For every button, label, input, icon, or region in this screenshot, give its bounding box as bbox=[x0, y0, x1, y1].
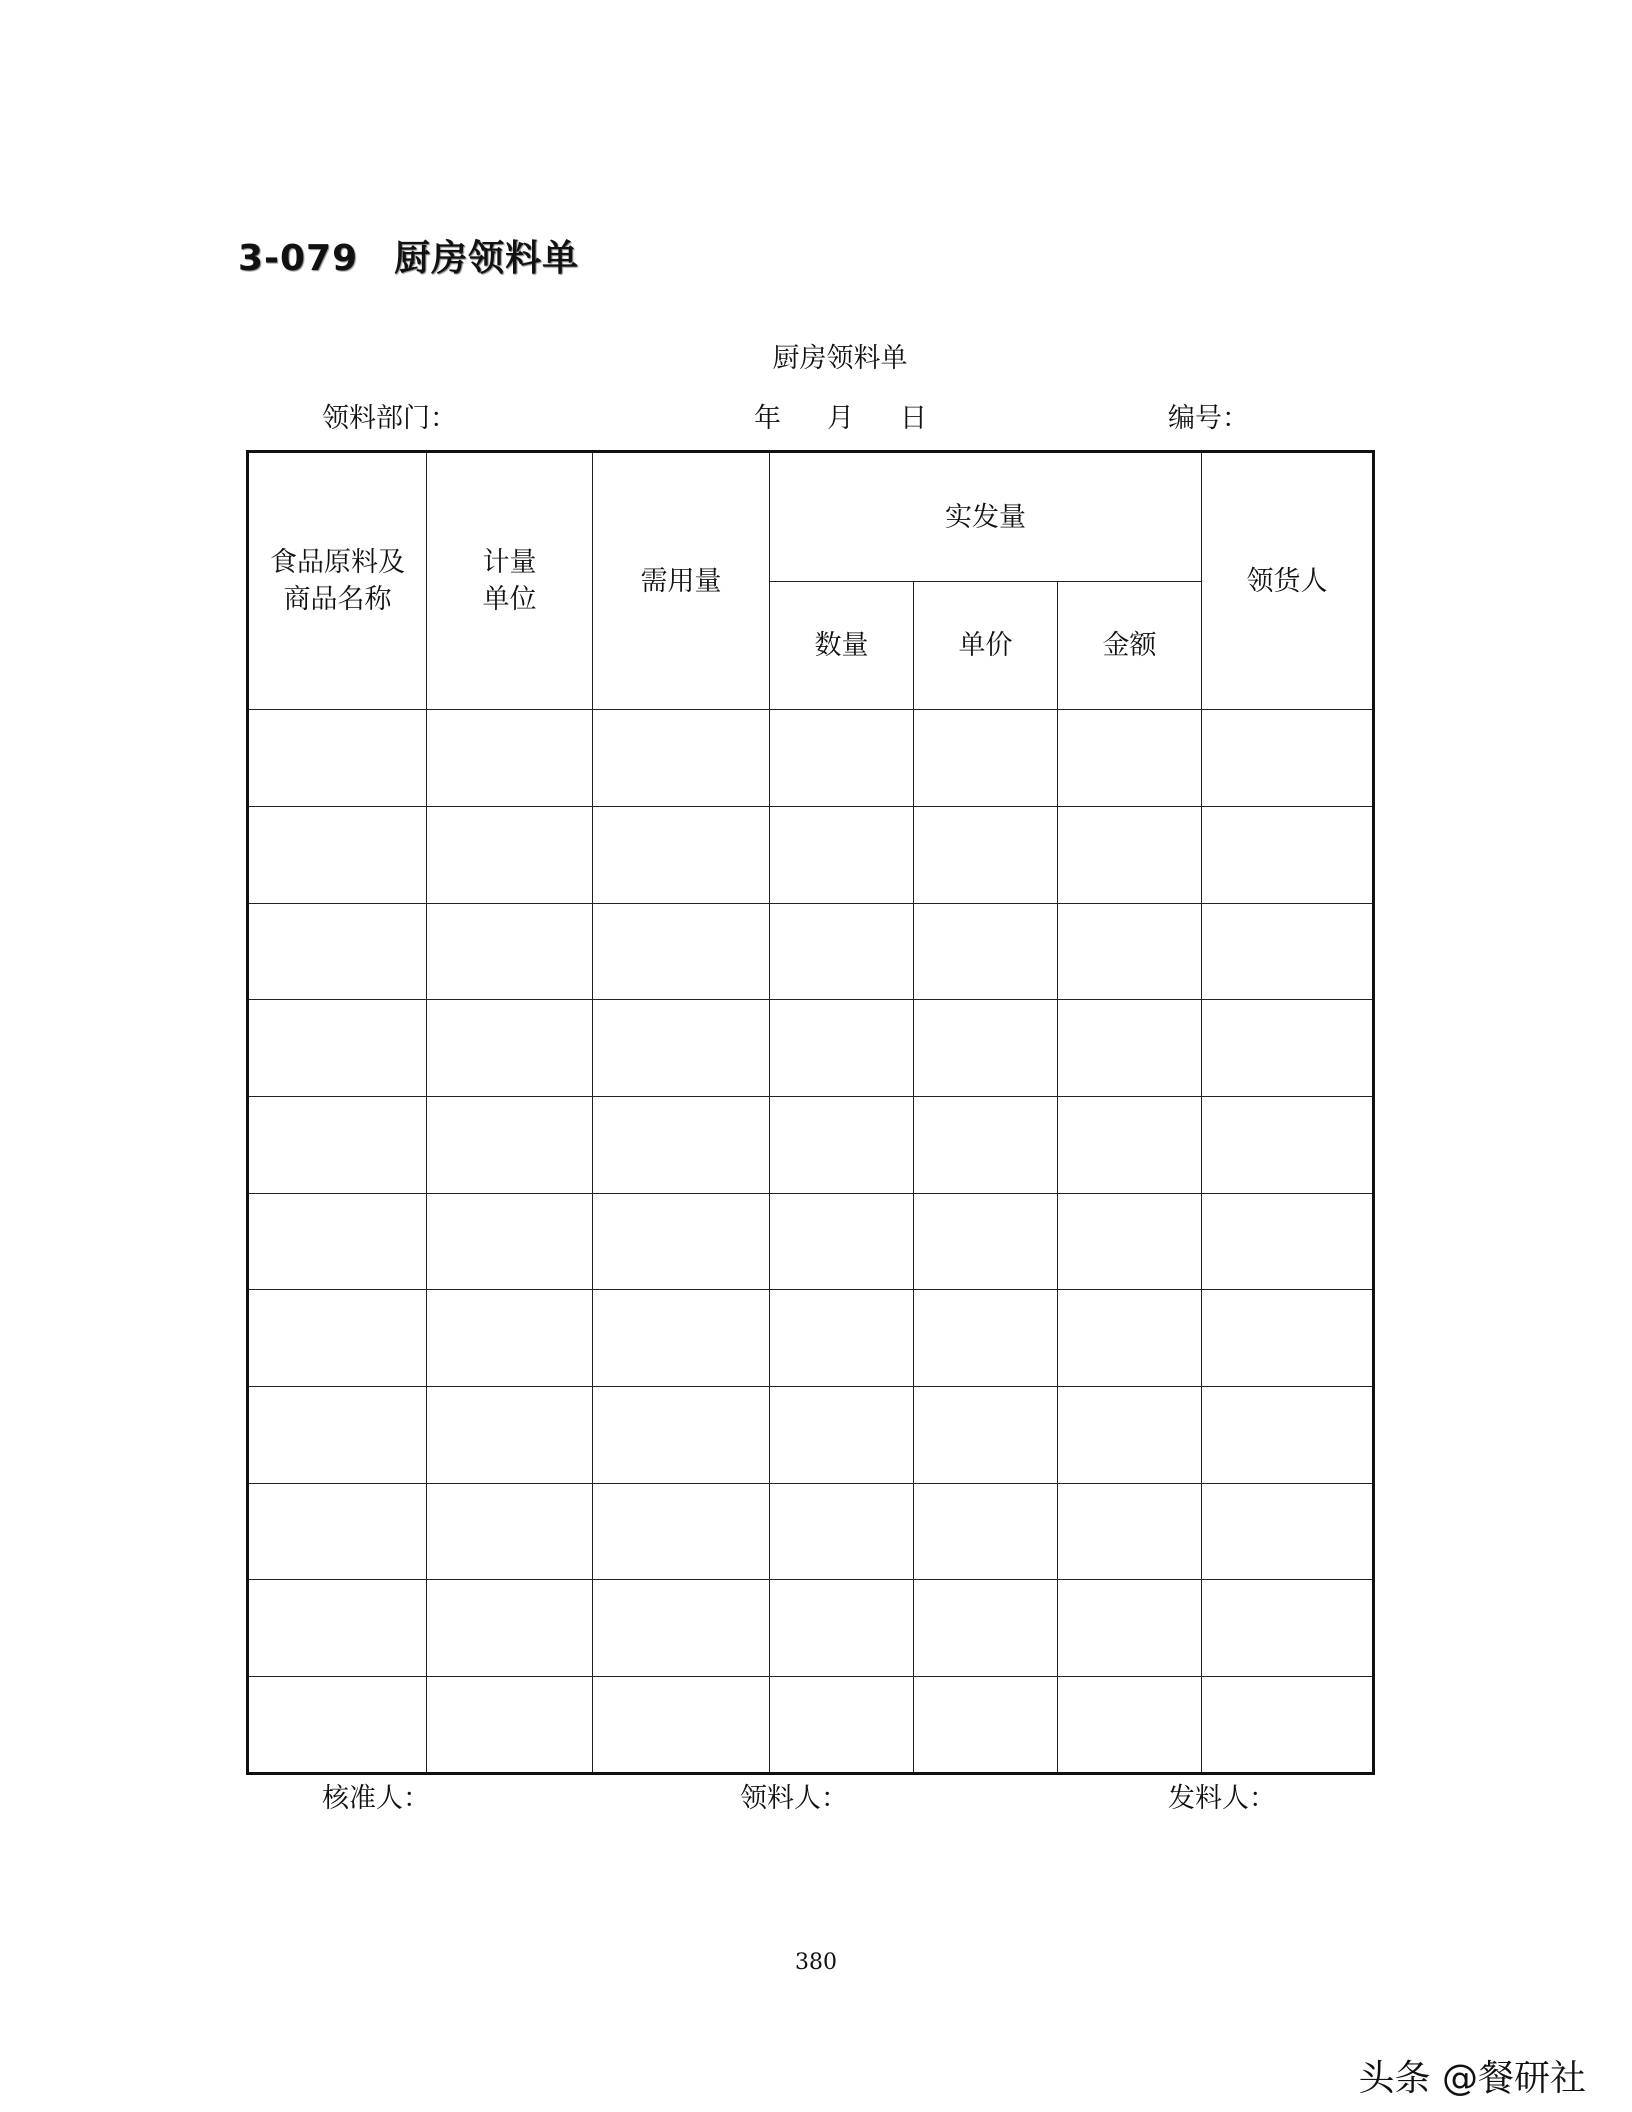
table-cell[interactable] bbox=[427, 1000, 593, 1097]
table-cell[interactable] bbox=[427, 1193, 593, 1290]
table-cell[interactable] bbox=[248, 1580, 427, 1677]
watermark: 头条 @餐研社 bbox=[1358, 2058, 1586, 2099]
header-unit: 计量 单位 bbox=[427, 452, 593, 710]
table-cell[interactable] bbox=[1058, 1677, 1202, 1774]
table-cell[interactable] bbox=[248, 1677, 427, 1774]
table-cell[interactable] bbox=[1202, 710, 1374, 807]
table-cell[interactable] bbox=[914, 1387, 1058, 1484]
table-cell[interactable] bbox=[1202, 903, 1374, 1000]
table-cell[interactable] bbox=[770, 806, 914, 903]
table-cell[interactable] bbox=[593, 1290, 770, 1387]
table-cell[interactable] bbox=[248, 1387, 427, 1484]
section-heading bbox=[238, 230, 579, 281]
table-cell[interactable] bbox=[1202, 1483, 1374, 1580]
table-row bbox=[248, 1290, 1374, 1387]
header-required-qty: 需用量 bbox=[593, 452, 770, 710]
table-cell[interactable] bbox=[1202, 1193, 1374, 1290]
table-cell[interactable] bbox=[770, 1677, 914, 1774]
table-cell[interactable] bbox=[248, 1483, 427, 1580]
table-cell[interactable] bbox=[427, 806, 593, 903]
table-cell[interactable] bbox=[1058, 1290, 1202, 1387]
table-cell[interactable] bbox=[427, 1290, 593, 1387]
table-cell[interactable] bbox=[770, 1290, 914, 1387]
table-cell[interactable] bbox=[593, 1193, 770, 1290]
table-cell[interactable] bbox=[1058, 1000, 1202, 1097]
table-cell[interactable] bbox=[1058, 806, 1202, 903]
table-cell[interactable] bbox=[914, 1483, 1058, 1580]
table-row bbox=[248, 1483, 1374, 1580]
table-cell[interactable] bbox=[1058, 1193, 1202, 1290]
table-cell[interactable] bbox=[770, 903, 914, 1000]
table-cell[interactable] bbox=[1058, 1580, 1202, 1677]
header-actual-issued: 实发量 bbox=[770, 452, 1202, 582]
table-cell[interactable] bbox=[1202, 1000, 1374, 1097]
page-number: 380 bbox=[795, 1950, 837, 1975]
form-title: 厨房领料单 bbox=[772, 343, 908, 374]
table-cell[interactable] bbox=[914, 1290, 1058, 1387]
month-label: 月 bbox=[827, 403, 854, 434]
table-cell[interactable] bbox=[248, 1193, 427, 1290]
table-cell[interactable] bbox=[914, 1580, 1058, 1677]
table-row bbox=[248, 903, 1374, 1000]
table-row bbox=[248, 1387, 1374, 1484]
table-cell[interactable] bbox=[1202, 1677, 1374, 1774]
table-cell[interactable] bbox=[593, 1580, 770, 1677]
table-cell[interactable] bbox=[770, 1097, 914, 1194]
table-cell[interactable] bbox=[248, 903, 427, 1000]
table-row bbox=[248, 1000, 1374, 1097]
table-cell[interactable] bbox=[1202, 806, 1374, 903]
table-cell[interactable] bbox=[770, 1193, 914, 1290]
table-cell[interactable] bbox=[593, 1387, 770, 1484]
table-cell[interactable] bbox=[914, 903, 1058, 1000]
table-cell[interactable] bbox=[593, 1000, 770, 1097]
header-item-name: 食品原料及 商品名称 bbox=[248, 452, 427, 710]
table-cell[interactable] bbox=[770, 1580, 914, 1677]
table-cell[interactable] bbox=[1058, 1483, 1202, 1580]
table-cell[interactable] bbox=[248, 710, 427, 807]
table-cell[interactable] bbox=[427, 1387, 593, 1484]
table-cell[interactable] bbox=[427, 1097, 593, 1194]
table-cell[interactable] bbox=[593, 1483, 770, 1580]
table-cell[interactable] bbox=[1202, 1290, 1374, 1387]
table-cell[interactable] bbox=[914, 1000, 1058, 1097]
table-cell[interactable] bbox=[770, 710, 914, 807]
table-row bbox=[248, 806, 1374, 903]
section-number: 3-079 bbox=[238, 238, 359, 279]
header-amount: 金额 bbox=[1058, 582, 1202, 710]
table-row bbox=[248, 1097, 1374, 1194]
table-cell[interactable] bbox=[593, 1677, 770, 1774]
receiver-label: 领料人： bbox=[740, 1783, 848, 1814]
table-cell[interactable] bbox=[427, 1483, 593, 1580]
table-cell[interactable] bbox=[770, 1387, 914, 1484]
code-label: 编号： bbox=[1168, 403, 1249, 434]
table-cell[interactable] bbox=[914, 1677, 1058, 1774]
table-cell[interactable] bbox=[1058, 1387, 1202, 1484]
section-title: 厨房领料单 bbox=[394, 238, 580, 279]
date-labels bbox=[754, 396, 973, 435]
table-cell[interactable] bbox=[593, 806, 770, 903]
header-recipient: 领货人 bbox=[1202, 452, 1374, 710]
table-cell[interactable] bbox=[427, 1677, 593, 1774]
approver-label: 核准人： bbox=[322, 1783, 430, 1814]
header-quantity: 数量 bbox=[770, 582, 914, 710]
table-cell[interactable] bbox=[1058, 1097, 1202, 1194]
table-row bbox=[248, 710, 1374, 807]
issuer-label: 发料人： bbox=[1168, 1783, 1276, 1814]
table-cell[interactable] bbox=[770, 1483, 914, 1580]
table-cell[interactable] bbox=[914, 806, 1058, 903]
table-row bbox=[248, 1677, 1374, 1774]
table-cell[interactable] bbox=[248, 1000, 427, 1097]
table-cell[interactable] bbox=[1202, 1097, 1374, 1194]
table-cell[interactable] bbox=[1058, 903, 1202, 1000]
table-cell[interactable] bbox=[914, 1097, 1058, 1194]
department-label: 领料部门： bbox=[322, 403, 457, 434]
header-unit-price: 单价 bbox=[914, 582, 1058, 710]
table-cell[interactable] bbox=[914, 1193, 1058, 1290]
table-row bbox=[248, 1580, 1374, 1677]
table-cell[interactable] bbox=[593, 1097, 770, 1194]
table-cell[interactable] bbox=[914, 710, 1058, 807]
table-cell[interactable] bbox=[1202, 1580, 1374, 1677]
table-cell[interactable] bbox=[427, 1580, 593, 1677]
table-cell[interactable] bbox=[248, 1290, 427, 1387]
table-cell[interactable] bbox=[427, 710, 593, 807]
table-cell[interactable] bbox=[1058, 710, 1202, 807]
table-cell[interactable] bbox=[248, 1097, 427, 1194]
table-cell[interactable] bbox=[1202, 1387, 1374, 1484]
year-label: 年 bbox=[754, 403, 781, 434]
requisition-table bbox=[246, 450, 1375, 1775]
table-row bbox=[248, 1193, 1374, 1290]
table-cell[interactable] bbox=[593, 710, 770, 807]
day-label: 日 bbox=[900, 403, 927, 434]
table-cell[interactable] bbox=[427, 903, 593, 1000]
table-cell[interactable] bbox=[248, 806, 427, 903]
table-cell[interactable] bbox=[770, 1000, 914, 1097]
table-cell[interactable] bbox=[593, 903, 770, 1000]
